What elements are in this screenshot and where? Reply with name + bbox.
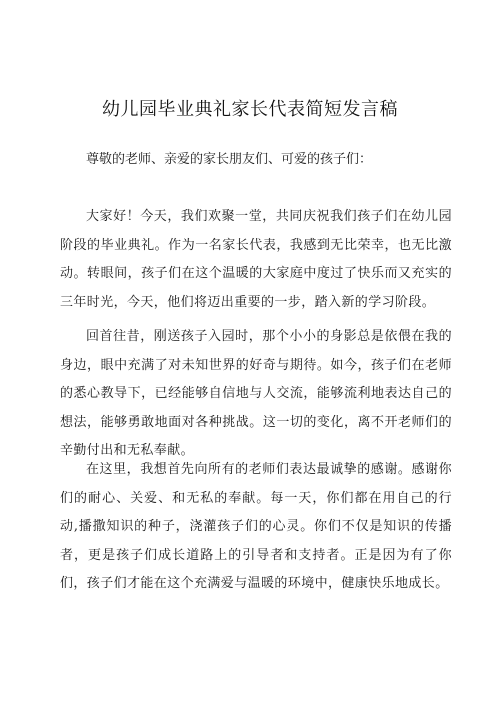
paragraph-reflection: 回首往昔，刚送孩子入园时，那个小小的身影总是依偎在我的身边，眼中充满了对未知世界的好奇与期待。如今，孩子们在老师的悉心教导下，已经能够自信地与人交流，能够流利地表达自己的想法，能够勇敢地面对各种挑战。这一切的变化，离不开老师们的辛勤付出和无私奉献。: [60, 329, 452, 458]
paragraph-thanks: 在这里，我想首先向所有的老师们表达最诚挚的感谢。感谢你们的耐心、关爱、和无私的奉献。每一天，你们都在用自己的行动,播撒知识的种子，浇灌孩子们的心灵。你们不仅是知识的传播者，更是孩子们成长道路上的引导者和支持者。正是因为有了你们，孩子们才能在这个充满爱与温暖的环境中，健康快乐地成长。: [60, 462, 452, 591]
document-title: 幼儿园毕业典礼家长代表简短发言稿: [102, 99, 398, 120]
paragraph-greeting: 大家好！今天，我们欢聚一堂，共同庆祝我们孩子们在幼儿园阶段的毕业典礼。作为一名家长代表，我感到无比荣幸，也无比激动。转眼间，孩子们在这个温暖的大家庭中度过了快乐而又充实的三年时光，今天，他们将迈出重要的一步，踏入新的学习阶段。: [60, 209, 452, 310]
salutation: 尊敬的老师、亲爱的家长朋友们、可爱的孩子们：: [86, 152, 373, 167]
